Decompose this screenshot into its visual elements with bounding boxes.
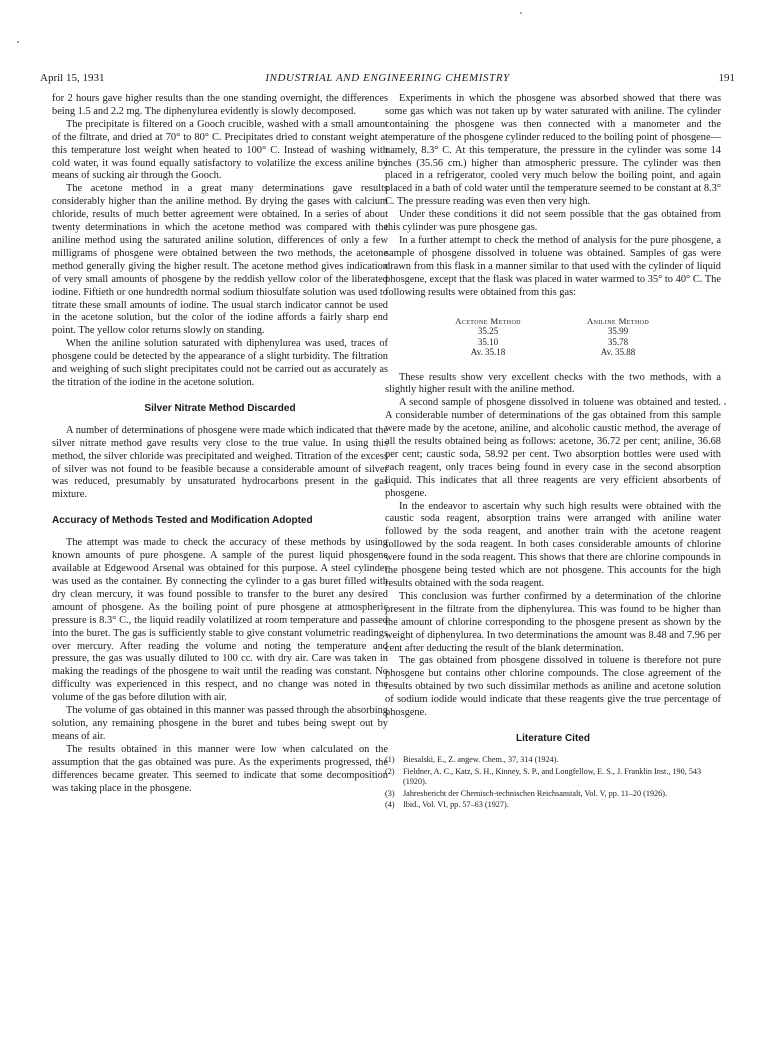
reference-item [385, 789, 721, 800]
table-header: Acetone Method [455, 315, 521, 326]
reference-item [385, 767, 721, 788]
reference-text: Fieldner, A. C., Katz, S. H., Kinney, S. P., and Longfellow, E. S., J. Franklin Inst., 190, 543 (1920). [403, 766, 702, 787]
running-head [40, 70, 735, 86]
paragraph: Experiments in which the phosgene was absorbed showed that there was some gas which was not taken up by water saturated with aniline. The cylinder containing the phosgene was then connected with a manometer and the temperature of the phosgene cylinder reduced to the boiling point of phosgene—namely, 8.3° C. At this temperature, the pressure in the cylinder was some 14 inches (35.56 cm.) higher than atmospheric pressure. The cylinder was then placed in a refrigerator, cooled very much below the boiling point, and again placed in a bath of cold water until the temperature seemed to be constant at 8.3° C. The pressure reading was even then very high. [385, 93, 721, 208]
reference-text: Jahresbericht der Chemisch-technischen Reichsanstalt, Vol. V, pp. 11–20 (1926). [403, 788, 667, 798]
paragraph: The volume of gas obtained in this manner was passed through the absorbing solution, any remaining phosgene in the buret and tubes being swept out by means of air. [52, 705, 388, 742]
paragraph: In the endeavor to ascertain why such high results were obtained with the caustic soda reagent, absorption trains were arranged with aniline water followed by the soda reagent, and another train with the acetone reagent followed by the soda reagent. In both cases considerable amounts of chlorine were found in the soda reagent. This shows that there are chlorine compounds in the phosgene being tested which are not phosgene. This accounts for the high results obtained with the soda reagent. [385, 500, 721, 589]
paragraph: A second sample of phosgene dissolved in toluene was obtained and tested. A considerable number of determinations of the gas obtained from this sample were made by the acetone, aniline, and alcoholic caustic method, the average of all the results obtained being as follows: acetone, 36.72 per cent; aniline, 36.68 per cent; caustic soda, 58.92 per cent. Two absorption bottles were used with each reagent, only traces being found in every case in the second absorption liquid. This indicates that all three reagents are very efficient absorbents of phosgene. [385, 397, 721, 499]
table-cell: 35.78 [607, 336, 629, 347]
paragraph: When the aniline solution saturated with diphenylurea was used, traces of phosgene could be detected by the appearance of a slight turbidity. The filtration and weighing of such slight precipitates could not be carried out as accurately as the titration of the iodine in the acetone solution. [52, 338, 388, 388]
paragraph: A number of determinations of phosgene were made which indicated that the silver nitrate method gave results very close to the true value. In using this method, the silver chloride was precipitated and weighed. Titration of the excess of silver was not found to be feasible because a considerable amount of silver was reduced, presumably by unsaturated hydrocarbons present in the gas mixture. [52, 424, 388, 501]
paragraph: In a further attempt to check the method of analysis for the pure phosgene, a sample of phosgene dissolved in toluene was obtained. Samples of gas were drawn from this flask in a manner similar to that used with the cylinder of liquid phosgene, except that the flask was placed in water warmed to 35° to 40° C. The following results were obtained from this gas: [385, 234, 721, 298]
paragraph: Under these conditions it did not seem possible that the gas obtained from this cylinder was pure phosgene gas. [385, 209, 721, 234]
scan-speck [17, 41, 19, 43]
scan-speck [520, 12, 522, 14]
reference-text: Biesalski, E., Z. angew. Chem., 37, 314 (1924). [403, 754, 559, 764]
section-heading: Accuracy of Methods Tested and Modification Adopted [52, 515, 313, 527]
paragraph: The attempt was made to check the accuracy of these methods by using known amounts of pure phosgene. A sample of the purest liquid phosgene available at Edgewood Arsenal was obtained for this purpose. A steel cylinder was used as the container. By connecting the cylinder to a gas buret filled with dry clean mercury, it was found possible to transfer to the buret any desired amount of phosgene. As the boiling point of pure phosgene at atmospheric pressure is 8.3° C., the liquid readily volatilized at room temperature and passed into the buret. The gas is sufficiently stable to give constant volumetric readings over mercury. After reading the volume and noting the temperature and pressure, the gas was usually diluted to 100 cc. with dry air. Care was taken in making the readings of the phosgene to wait until the reading was constant. No difficulty was experienced in this respect, and no change was noted in the volume of the gas before dilution with air. [52, 537, 388, 704]
table-cell: 35.25 [477, 326, 499, 336]
left-column [52, 93, 388, 795]
results-table [433, 316, 673, 358]
reference-number: (2) [385, 766, 395, 776]
right-column [385, 93, 721, 812]
section-heading: Literature Cited [516, 732, 590, 744]
paragraph: The results obtained in this manner were low when calculated on the assumption that the gas obtained was pure. As the experiments progressed, the differences became greater. This seemed to indicate that some decomposition was taking place in the phosgene. [52, 743, 388, 794]
table-cell: 35.99 [607, 326, 629, 336]
issue-date: April 15, 1931 [40, 72, 105, 84]
reference-number: (3) [385, 788, 395, 798]
paragraph: These results show very excellent checks with the two methods, with a slightly higher result with the aniline method. [385, 371, 721, 396]
table-cell: Av. 35.18 [470, 347, 506, 357]
paragraph: The acetone method in a great many determinations gave results considerably higher than the aniline method. By drying the gases with calcium chloride, results of much better agreement were obtained. In a series of about twenty determinations in which the acetone method was compared with the aniline method using the saturated aniline solution, differences of only a few milligrams of phosgene were obtained between the two methods, the acetone method generally giving the higher result. The acetone method gives indication of very small amounts of phosgene by the reddish yellow color of the liberated iodine. Fiftieth or one hundredth normal sodium thiosulfate solution was used to titrate these small amounts of iodine. The usual starch indicator cannot be used in the acetone solution, but the color of the iodine affords a fairly sharp end point. The yellow color returns slowly on standing. [52, 183, 388, 337]
paragraph: This conclusion was further confirmed by a determination of the chlorine present in the filtrate from the diphenylurea. This was found to be higher than the amount of chlorine corresponding to the phosgene present as shown by the weight of diphenylurea. In two determinations the amount was 8.48 and 7.96 per cent after deducting the result of the blank determination. [385, 590, 721, 654]
table-row [433, 337, 673, 348]
reference-item [385, 755, 721, 766]
table-header: Aniline Method [586, 315, 650, 326]
table-row [433, 347, 673, 358]
page-number: 191 [718, 72, 735, 84]
paragraph: for 2 hours gave higher results than the one standing overnight, the differences being 1.5 and 2.2 mg. The diphenylurea evidently is slowly decomposed. [52, 93, 388, 117]
reference-item [385, 800, 721, 811]
scan-speck [724, 403, 726, 405]
table-row [433, 326, 673, 337]
journal-title: INDUSTRIAL AND ENGINEERING CHEMISTRY [265, 72, 510, 84]
reference-number: (4) [385, 800, 395, 810]
table-cell: Av. 35.88 [600, 347, 636, 357]
paragraph: The gas obtained from phosgene dissolved in toluene is therefore not pure phosgene but contains other chlorine compounds. The close agreement of the results obtained by two such dissimilar methods as aniline and acetone solution of sodium iodide would indicate that these reagents give the true percentage of phosgene. [385, 655, 721, 719]
table-cell: 35.10 [477, 336, 499, 347]
reference-text: Ibid., Vol. VI, pp. 57–63 (1927). [403, 800, 509, 810]
table-header-row [433, 316, 673, 327]
reference-list [385, 755, 721, 811]
paragraph: The precipitate is filtered on a Gooch crucible, washed with a small amount of the filtrate, and dried at 70° to 80° C. Precipitates dried to constant weight at this temperature lost weight when heated to 100° C. Instead of washing with cold water, it was found equally satisfactory to volatilize the excess aniline by means of sucking air through the Gooch. [52, 118, 388, 182]
section-heading: Silver Nitrate Method Discarded [144, 402, 296, 414]
reference-number: (1) [385, 754, 395, 764]
